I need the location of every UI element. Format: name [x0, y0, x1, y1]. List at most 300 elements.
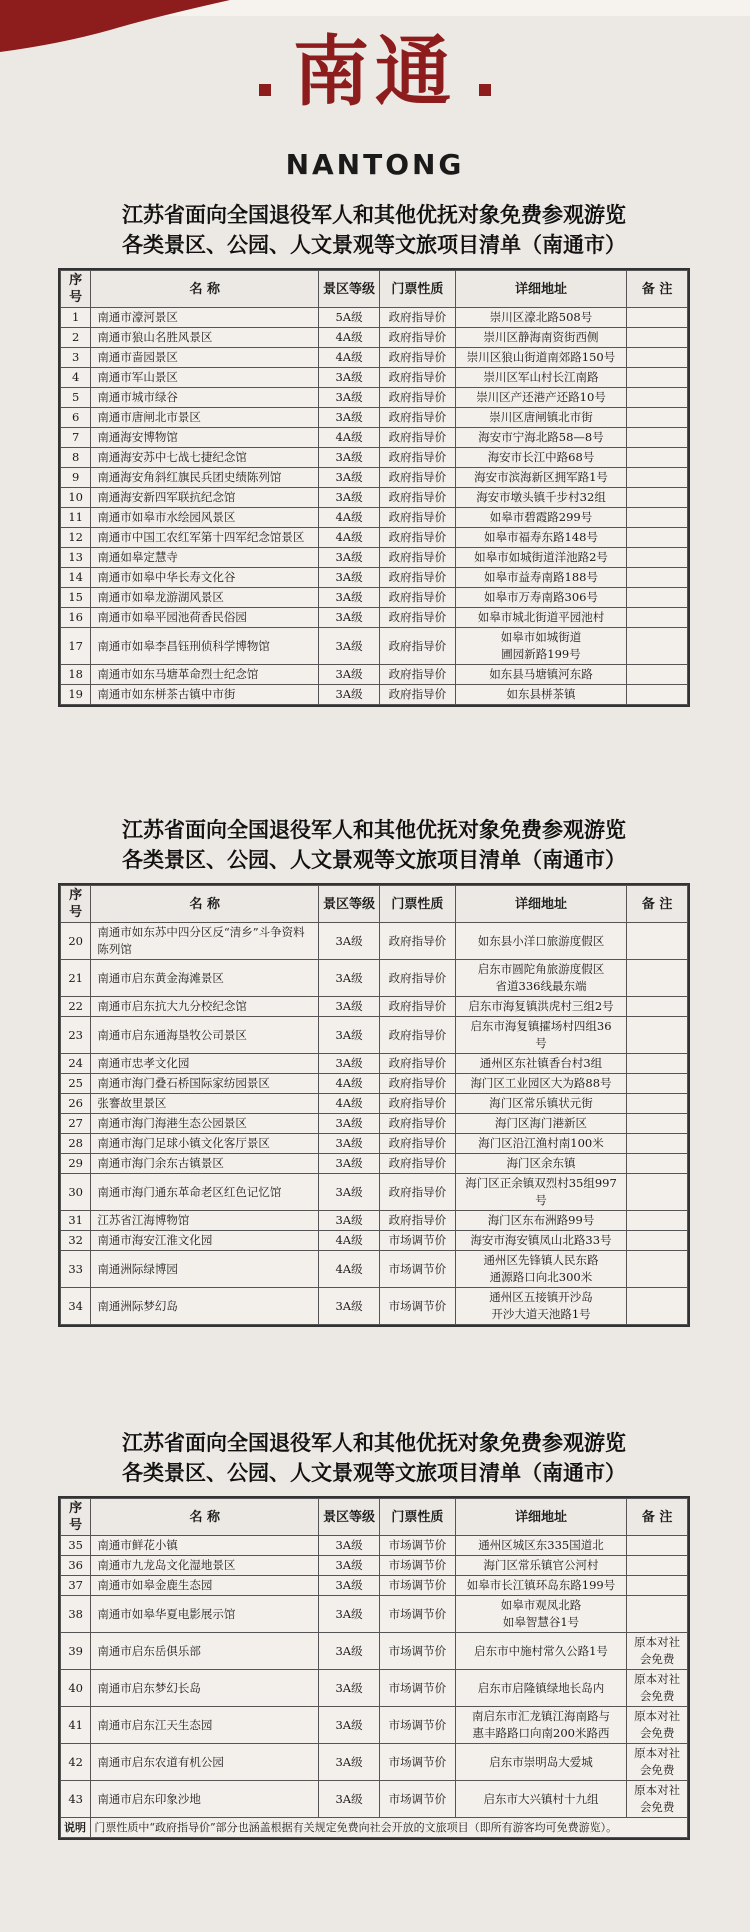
cell-address: 启东市海复镇洪虎村三组2号	[455, 997, 626, 1017]
cell-no: 13	[61, 548, 91, 568]
cell-name: 南通海安新四军联抗纪念馆	[91, 488, 319, 508]
cell-name: 南通如皋定慧寺	[91, 548, 319, 568]
cell-no: 16	[61, 608, 91, 628]
section-3	[58, 1428, 690, 1840]
cell-level: 4A级	[319, 328, 380, 348]
cell-name: 南通市启东印象沙地	[91, 1781, 319, 1818]
cell-name: 南通市启东梦幻长岛	[91, 1670, 319, 1707]
cell-note	[627, 1074, 688, 1094]
cell-ticket: 政府指导价	[379, 408, 455, 428]
cell-note	[627, 1556, 688, 1576]
cell-address: 如皋市益寿南路188号	[455, 568, 626, 588]
cell-note	[627, 308, 688, 328]
cell-note	[627, 1231, 688, 1251]
cell-address: 崇川区静海南资街西侧	[455, 328, 626, 348]
cell-note	[627, 1288, 688, 1325]
cell-name: 南通市启东岳俱乐部	[91, 1633, 319, 1670]
cell-address: 海安市滨海新区拥军路1号	[455, 468, 626, 488]
cell-no: 38	[61, 1596, 91, 1633]
cell-note	[627, 508, 688, 528]
cell-address: 启东市崇明岛大爱城	[455, 1744, 626, 1781]
cell-ticket: 政府指导价	[379, 568, 455, 588]
cell-note	[627, 428, 688, 448]
cell-ticket: 政府指导价	[379, 1154, 455, 1174]
cell-no: 37	[61, 1576, 91, 1596]
section-2	[58, 815, 690, 1327]
cell-note	[627, 960, 688, 997]
cell-level: 3A级	[319, 1114, 380, 1134]
cell-address: 如皋市如城街道 圃园新路199号	[455, 628, 626, 665]
cell-level: 3A级	[319, 488, 380, 508]
table-row	[61, 528, 688, 548]
cell-level: 3A级	[319, 548, 380, 568]
cell-address: 如皋市城北街道平园池村	[455, 608, 626, 628]
cell-address: 启东市启隆镇绿地长岛内	[455, 1670, 626, 1707]
cell-address: 启东市圆陀角旅游度假区 省道336线最东端	[455, 960, 626, 997]
cell-level: 3A级	[319, 608, 380, 628]
col-header-name: 名 称	[91, 1499, 319, 1536]
cell-no: 35	[61, 1536, 91, 1556]
cell-name: 南通市如东苏中四分区反“清乡”斗争资料陈列馆	[91, 923, 319, 960]
table-row	[61, 1211, 688, 1231]
cell-no: 20	[61, 923, 91, 960]
cell-no: 9	[61, 468, 91, 488]
cell-note	[627, 923, 688, 960]
table-row	[61, 608, 688, 628]
cell-address: 通州区先锋镇人民东路 通源路口向北300米	[455, 1251, 626, 1288]
cell-note: 原本对社 会免费	[627, 1633, 688, 1670]
cell-name: 南通市濠河景区	[91, 308, 319, 328]
cell-level: 4A级	[319, 528, 380, 548]
cell-ticket: 政府指导价	[379, 960, 455, 997]
cell-address: 崇川区濠北路508号	[455, 308, 626, 328]
table-row	[61, 1231, 688, 1251]
col-header-note: 备 注	[627, 886, 688, 923]
table-row	[61, 468, 688, 488]
cell-address: 南启东市汇龙镇江海南路与 惠丰路路口向南200米路西	[455, 1707, 626, 1744]
cell-no: 24	[61, 1054, 91, 1074]
cell-address: 崇川区狼山街道南郊路150号	[455, 348, 626, 368]
section-title-line1: 江苏省面向全国退役军人和其他优抚对象免费参观游览	[122, 817, 626, 842]
cell-ticket: 政府指导价	[379, 348, 455, 368]
col-header-level: 景区等级	[319, 886, 380, 923]
cell-ticket: 政府指导价	[379, 448, 455, 468]
cell-no: 32	[61, 1231, 91, 1251]
col-header-ticket: 门票性质	[379, 1499, 455, 1536]
cell-level: 4A级	[319, 508, 380, 528]
cell-no: 22	[61, 997, 91, 1017]
cell-ticket: 市场调节价	[379, 1536, 455, 1556]
section-title-line2: 各类景区、公园、人文景观等文旅项目清单（南通市）	[122, 1460, 626, 1485]
col-header-note: 备 注	[627, 271, 688, 308]
cell-ticket: 市场调节价	[379, 1781, 455, 1818]
section-title-line1: 江苏省面向全国退役军人和其他优抚对象免费参观游览	[122, 202, 626, 227]
cell-level: 3A级	[319, 1154, 380, 1174]
col-header-note: 备 注	[627, 1499, 688, 1536]
cell-note	[627, 1114, 688, 1134]
cell-address: 海门区海门港新区	[455, 1114, 626, 1134]
cell-no: 43	[61, 1781, 91, 1818]
table-row	[61, 1154, 688, 1174]
cell-name: 南通市如皋华夏电影展示馆	[91, 1596, 319, 1633]
cell-level: 3A级	[319, 1211, 380, 1231]
cell-no: 30	[61, 1174, 91, 1211]
cell-note	[627, 468, 688, 488]
cell-note	[627, 1174, 688, 1211]
table-row	[61, 428, 688, 448]
cell-address: 海门区沿江渔村南100米	[455, 1134, 626, 1154]
cell-no: 21	[61, 960, 91, 997]
cell-ticket: 政府指导价	[379, 388, 455, 408]
cell-note	[627, 448, 688, 468]
table-row	[61, 488, 688, 508]
cell-name: 南通市海安江淮文化园	[91, 1231, 319, 1251]
table-row	[61, 548, 688, 568]
cell-ticket: 政府指导价	[379, 488, 455, 508]
cell-note	[627, 1251, 688, 1288]
cell-ticket: 政府指导价	[379, 628, 455, 665]
cell-note	[627, 1211, 688, 1231]
cell-name: 南通市启东通海垦牧公司景区	[91, 1017, 319, 1054]
cell-name: 南通市启东江天生态园	[91, 1707, 319, 1744]
cell-note	[627, 488, 688, 508]
cell-level: 3A级	[319, 1596, 380, 1633]
cell-name: 南通市啬园景区	[91, 348, 319, 368]
table-frame	[58, 268, 690, 707]
cell-no: 15	[61, 588, 91, 608]
cell-name: 南通市九龙岛文化湿地景区	[91, 1556, 319, 1576]
scenic-table	[60, 270, 688, 705]
cell-level: 4A级	[319, 428, 380, 448]
table-row	[61, 1017, 688, 1054]
cell-note	[627, 368, 688, 388]
cell-name: 南通市鲜花小镇	[91, 1536, 319, 1556]
cell-no: 3	[61, 348, 91, 368]
cell-name: 南通市中国工农红军第十四军纪念馆景区	[91, 528, 319, 548]
col-header-address: 详细地址	[455, 886, 626, 923]
table-row	[61, 1556, 688, 1576]
cell-name: 南通海安苏中七战七捷纪念馆	[91, 448, 319, 468]
cell-ticket: 市场调节价	[379, 1556, 455, 1576]
cell-level: 3A级	[319, 923, 380, 960]
cell-level: 3A级	[319, 960, 380, 997]
cell-name: 南通市海门余东古镇景区	[91, 1154, 319, 1174]
cell-level: 3A级	[319, 1556, 380, 1576]
note-text: 门票性质中“政府指导价”部分也涵盖根据有关规定免费向社会开放的文旅项目（即所有游客均可免费游览）。	[91, 1818, 688, 1838]
cell-note	[627, 348, 688, 368]
cell-address: 如皋市碧霞路299号	[455, 508, 626, 528]
cell-level: 3A级	[319, 448, 380, 468]
table-row	[61, 1054, 688, 1074]
cell-ticket: 市场调节价	[379, 1670, 455, 1707]
cell-address: 如皋市如城街道洋池路2号	[455, 548, 626, 568]
table-row	[61, 1670, 688, 1707]
cell-no: 17	[61, 628, 91, 665]
table-row	[61, 508, 688, 528]
table-header-row	[61, 271, 688, 308]
section-1	[58, 200, 690, 707]
table-header-row	[61, 886, 688, 923]
cell-note	[627, 685, 688, 705]
cell-address: 崇川区唐闸镇北市街	[455, 408, 626, 428]
cell-level: 3A级	[319, 1576, 380, 1596]
section-title-line2: 各类景区、公园、人文景观等文旅项目清单（南通市）	[122, 232, 626, 257]
cell-ticket: 市场调节价	[379, 1744, 455, 1781]
cell-address: 启东市大兴镇村十九组	[455, 1781, 626, 1818]
cell-name: 南通市海门足球小镇文化客厅景区	[91, 1134, 319, 1154]
cell-ticket: 政府指导价	[379, 685, 455, 705]
table-row	[61, 1134, 688, 1154]
cell-no: 11	[61, 508, 91, 528]
table-row	[61, 1094, 688, 1114]
cell-name: 南通市城市绿谷	[91, 388, 319, 408]
cell-no: 19	[61, 685, 91, 705]
cell-ticket: 政府指导价	[379, 1211, 455, 1231]
cell-address: 海门区常乐镇官公河村	[455, 1556, 626, 1576]
cell-name: 南通市海门叠石桥国际家纺园景区	[91, 1074, 319, 1094]
table-row	[61, 348, 688, 368]
cell-ticket: 政府指导价	[379, 308, 455, 328]
scenic-table	[60, 1498, 688, 1838]
table-body	[61, 923, 688, 1325]
cell-no: 4	[61, 368, 91, 388]
col-header-address: 详细地址	[455, 1499, 626, 1536]
cell-name: 南通市启东农道有机公园	[91, 1744, 319, 1781]
cell-name: 南通市如皋中华长寿文化谷	[91, 568, 319, 588]
cell-level: 3A级	[319, 997, 380, 1017]
cell-level: 3A级	[319, 1744, 380, 1781]
cell-address: 如皋市观凤北路 如皋智慧谷1号	[455, 1596, 626, 1633]
table-note-row	[61, 1818, 688, 1838]
cell-address: 海门区常乐镇状元街	[455, 1094, 626, 1114]
cell-level: 3A级	[319, 368, 380, 388]
table-row	[61, 923, 688, 960]
cell-level: 3A级	[319, 1781, 380, 1818]
cell-name: 南通市狼山名胜风景区	[91, 328, 319, 348]
table-row	[61, 588, 688, 608]
table-row	[61, 1074, 688, 1094]
table-row	[61, 1174, 688, 1211]
title-dot-left	[259, 84, 271, 96]
cell-ticket: 政府指导价	[379, 468, 455, 488]
col-header-ticket: 门票性质	[379, 886, 455, 923]
cell-note	[627, 665, 688, 685]
cell-level: 3A级	[319, 408, 380, 428]
cell-ticket: 政府指导价	[379, 1054, 455, 1074]
cell-no: 41	[61, 1707, 91, 1744]
cell-name: 南通海安角斜红旗民兵团史绩陈列馆	[91, 468, 319, 488]
cell-no: 5	[61, 388, 91, 408]
cell-name: 南通市如东栟茶古镇中市街	[91, 685, 319, 705]
cell-level: 4A级	[319, 1094, 380, 1114]
cell-ticket: 政府指导价	[379, 528, 455, 548]
cell-ticket: 市场调节价	[379, 1251, 455, 1288]
cell-note	[627, 548, 688, 568]
cell-address: 如皋市长江镇环岛东路199号	[455, 1576, 626, 1596]
cell-note: 原本对社 会免费	[627, 1744, 688, 1781]
cell-address: 崇川区军山村长江南路	[455, 368, 626, 388]
cell-address: 海安市宁海北路58—8号	[455, 428, 626, 448]
cell-address: 海安市长江中路68号	[455, 448, 626, 468]
table-row	[61, 1536, 688, 1556]
cell-note	[627, 328, 688, 348]
cell-name: 南通市如皋金鹿生态园	[91, 1576, 319, 1596]
cell-no: 25	[61, 1074, 91, 1094]
table-row	[61, 1707, 688, 1744]
cell-level: 4A级	[319, 348, 380, 368]
cell-note	[627, 1134, 688, 1154]
table-row	[61, 568, 688, 588]
cell-note	[627, 1154, 688, 1174]
col-header-no: 序号	[61, 886, 91, 923]
cell-note	[627, 1094, 688, 1114]
cell-no: 23	[61, 1017, 91, 1054]
table-body	[61, 1536, 688, 1818]
table-row	[61, 665, 688, 685]
cell-name: 南通市如皋龙游湖风景区	[91, 588, 319, 608]
cell-level: 4A级	[319, 1231, 380, 1251]
cell-name: 南通市如东马塘革命烈士纪念馆	[91, 665, 319, 685]
title-dot-right	[479, 84, 491, 96]
cell-address: 如皋市万寿南路306号	[455, 588, 626, 608]
title-block	[0, 24, 750, 120]
cell-ticket: 政府指导价	[379, 428, 455, 448]
cell-note: 原本对社 会免费	[627, 1707, 688, 1744]
cell-no: 8	[61, 448, 91, 468]
cell-note	[627, 388, 688, 408]
col-header-ticket: 门票性质	[379, 271, 455, 308]
cell-ticket: 政府指导价	[379, 665, 455, 685]
cell-name: 南通洲际绿博园	[91, 1251, 319, 1288]
cell-ticket: 政府指导价	[379, 997, 455, 1017]
cell-note	[627, 568, 688, 588]
cell-no: 40	[61, 1670, 91, 1707]
cell-address: 启东市海复镇攉场村四组36 号	[455, 1017, 626, 1054]
table-row	[61, 1781, 688, 1818]
table-row	[61, 1633, 688, 1670]
cell-name: 南通市海门海港生态公园景区	[91, 1114, 319, 1134]
cell-no: 34	[61, 1288, 91, 1325]
cell-ticket: 政府指导价	[379, 1017, 455, 1054]
cell-no: 39	[61, 1633, 91, 1670]
cell-no: 26	[61, 1094, 91, 1114]
cell-name: 南通市唐闸北市景区	[91, 408, 319, 428]
cell-ticket: 政府指导价	[379, 1094, 455, 1114]
col-header-no: 序号	[61, 1499, 91, 1536]
cell-address: 海安市海安镇凤山北路33号	[455, 1231, 626, 1251]
cell-level: 3A级	[319, 1017, 380, 1054]
cell-name: 南通市启东黄金海滩景区	[91, 960, 319, 997]
cell-address: 崇川区产还港产还路10号	[455, 388, 626, 408]
cell-name: 南通市如皋李昌钰刑侦科学博物馆	[91, 628, 319, 665]
cell-no: 36	[61, 1556, 91, 1576]
table-row	[61, 997, 688, 1017]
table-row	[61, 328, 688, 348]
cell-name: 张謇故里景区	[91, 1094, 319, 1114]
page-title: 南通	[293, 27, 457, 116]
cell-ticket: 政府指导价	[379, 1114, 455, 1134]
section-title-line1: 江苏省面向全国退役军人和其他优抚对象免费参观游览	[122, 1430, 626, 1455]
table-row	[61, 1596, 688, 1633]
cell-note	[627, 628, 688, 665]
cell-name: 南通市军山景区	[91, 368, 319, 388]
cell-name: 南通市启东抗大九分校纪念馆	[91, 997, 319, 1017]
cell-ticket: 政府指导价	[379, 1174, 455, 1211]
cell-no: 12	[61, 528, 91, 548]
table-row	[61, 448, 688, 468]
cell-address: 如东县小洋口旅游度假区	[455, 923, 626, 960]
table-body	[61, 308, 688, 705]
cell-no: 42	[61, 1744, 91, 1781]
table-row	[61, 1744, 688, 1781]
col-header-level: 景区等级	[319, 271, 380, 308]
cell-name: 江苏省江海博物馆	[91, 1211, 319, 1231]
table-row	[61, 408, 688, 428]
table-header-row	[61, 1499, 688, 1536]
table-row	[61, 308, 688, 328]
cell-name: 南通市如皋平园池荷香民俗园	[91, 608, 319, 628]
cell-ticket: 政府指导价	[379, 588, 455, 608]
cell-name: 南通市忠孝文化园	[91, 1054, 319, 1074]
cell-name: 南通海安博物馆	[91, 428, 319, 448]
scenic-table	[60, 885, 688, 1325]
cell-ticket: 政府指导价	[379, 1074, 455, 1094]
cell-level: 3A级	[319, 1536, 380, 1556]
cell-ticket: 市场调节价	[379, 1231, 455, 1251]
table-row	[61, 368, 688, 388]
cell-level: 3A级	[319, 588, 380, 608]
cell-no: 6	[61, 408, 91, 428]
note-label: 说明	[61, 1818, 91, 1838]
table-row	[61, 1288, 688, 1325]
col-header-address: 详细地址	[455, 271, 626, 308]
cell-address: 海门区东布洲路99号	[455, 1211, 626, 1231]
cell-no: 1	[61, 308, 91, 328]
cell-no: 27	[61, 1114, 91, 1134]
cell-note	[627, 1017, 688, 1054]
cell-note	[627, 1596, 688, 1633]
cell-name: 南通市如皋市水绘园风景区	[91, 508, 319, 528]
cell-address: 启东市中施村常久公路1号	[455, 1633, 626, 1670]
cell-no: 7	[61, 428, 91, 448]
cell-name: 南通洲际梦幻岛	[91, 1288, 319, 1325]
cell-note	[627, 588, 688, 608]
cell-address: 如东县栟茶镇	[455, 685, 626, 705]
cell-note	[627, 608, 688, 628]
cell-level: 3A级	[319, 665, 380, 685]
cell-level: 3A级	[319, 1288, 380, 1325]
cell-name: 南通市海门通东革命老区红色记忆馆	[91, 1174, 319, 1211]
cell-note	[627, 1536, 688, 1556]
col-header-name: 名 称	[91, 271, 319, 308]
table-frame	[58, 883, 690, 1327]
cell-ticket: 市场调节价	[379, 1707, 455, 1744]
cell-no: 2	[61, 328, 91, 348]
cell-level: 3A级	[319, 1633, 380, 1670]
table-row	[61, 388, 688, 408]
cell-ticket: 市场调节价	[379, 1596, 455, 1633]
table-row	[61, 1114, 688, 1134]
cell-no: 10	[61, 488, 91, 508]
cell-no: 33	[61, 1251, 91, 1288]
cell-no: 31	[61, 1211, 91, 1231]
cell-level: 3A级	[319, 1134, 380, 1154]
cell-note	[627, 997, 688, 1017]
cell-no: 18	[61, 665, 91, 685]
cell-note	[627, 528, 688, 548]
cell-no: 14	[61, 568, 91, 588]
cell-ticket: 市场调节价	[379, 1576, 455, 1596]
